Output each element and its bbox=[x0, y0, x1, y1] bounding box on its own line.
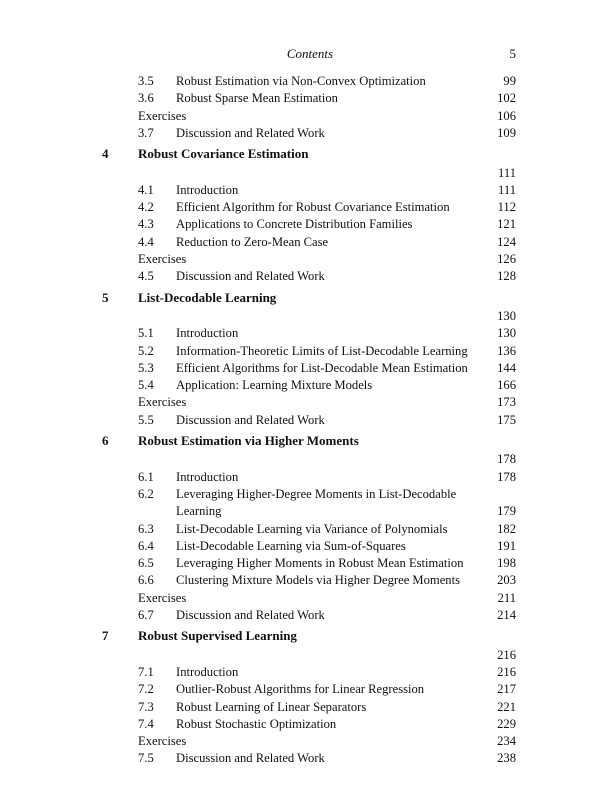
section-number: 4.4 bbox=[138, 234, 154, 249]
chapter-page-number: 178 bbox=[497, 452, 516, 467]
toc-section-row[interactable] bbox=[0, 90, 613, 107]
toc-chapter-row[interactable] bbox=[0, 145, 613, 162]
toc-section-row[interactable] bbox=[0, 268, 613, 285]
section-title: Discussion and Related Work bbox=[176, 751, 325, 766]
section-title: Outlier-Robust Algorithms for Linear Regression bbox=[176, 682, 425, 697]
toc-exercises-row[interactable] bbox=[0, 590, 613, 607]
section-title: Introduction bbox=[176, 326, 239, 341]
chapter-page-number: 130 bbox=[497, 308, 516, 323]
toc-section-row[interactable] bbox=[0, 234, 613, 251]
toc-chapter-page-row bbox=[0, 451, 613, 468]
section-number: 7.5 bbox=[138, 751, 154, 766]
section-title: Robust Learning of Linear Separators bbox=[176, 699, 367, 714]
section-page-number: 175 bbox=[497, 412, 516, 427]
toc-chapter-page-row bbox=[0, 308, 613, 325]
section-title: Discussion and Related Work bbox=[176, 608, 325, 622]
chapter-title: Robust Supervised Learning bbox=[138, 628, 297, 644]
section-page-number: 124 bbox=[497, 234, 516, 249]
section-page-number: 102 bbox=[497, 91, 516, 106]
section-number: 3.7 bbox=[138, 125, 154, 140]
section-number: 4.2 bbox=[138, 200, 154, 215]
chapter-number: 7 bbox=[102, 628, 109, 644]
section-number: 6.4 bbox=[138, 538, 154, 553]
chapter-number: 5 bbox=[102, 289, 109, 305]
chapter-title: Robust Covariance Estimation bbox=[138, 146, 309, 162]
toc-section-row[interactable] bbox=[0, 182, 613, 199]
section-title-continuation: Learning bbox=[176, 504, 222, 519]
toc-section-row[interactable] bbox=[0, 125, 613, 142]
section-title: List-Decodable Learning via Variance of Polynomials bbox=[176, 521, 448, 536]
toc-exercises-row[interactable] bbox=[0, 108, 613, 125]
section-number: 6.2 bbox=[138, 486, 154, 501]
toc-chapter-page-row bbox=[0, 647, 613, 664]
toc-chapter-row[interactable] bbox=[0, 289, 613, 306]
section-page-number: 238 bbox=[497, 751, 516, 766]
section-title: Discussion and Related Work bbox=[176, 269, 325, 284]
toc-section-row[interactable] bbox=[0, 377, 613, 394]
section-title: Introduction bbox=[176, 182, 239, 197]
exercises-title: Exercises bbox=[138, 108, 187, 123]
section-page-number: 109 bbox=[497, 125, 516, 140]
toc-section-row[interactable] bbox=[0, 325, 613, 342]
section-page-number: 112 bbox=[497, 200, 516, 215]
section-number: 5.5 bbox=[138, 412, 154, 427]
section-page-number: 182 bbox=[497, 521, 516, 536]
section-title: Robust Sparse Mean Estimation bbox=[176, 91, 338, 106]
section-title: Introduction bbox=[176, 469, 239, 484]
section-page-number: 229 bbox=[497, 716, 516, 731]
section-number: 6.3 bbox=[138, 521, 154, 536]
section-title: Leveraging Higher Moments in Robust Mean Estimation bbox=[176, 556, 464, 571]
header-title: Contents bbox=[286, 46, 334, 61]
section-title: Discussion and Related Work bbox=[176, 412, 325, 427]
section-title: Discussion and Related Work bbox=[176, 125, 325, 140]
chapter-title: List-Decodable Learning bbox=[138, 289, 277, 305]
exercises-title: Exercises bbox=[138, 734, 187, 749]
toc-section-row[interactable] bbox=[0, 572, 613, 589]
toc-section-row[interactable] bbox=[0, 486, 613, 503]
section-page-number: 130 bbox=[497, 326, 516, 341]
exercises-page-number: 173 bbox=[497, 395, 516, 410]
exercises-page-number: 211 bbox=[497, 590, 516, 605]
section-page-number: 217 bbox=[497, 682, 516, 697]
exercises-page-number: 126 bbox=[497, 252, 516, 266]
section-number: 4.1 bbox=[138, 182, 154, 197]
section-page-number: 111 bbox=[498, 182, 516, 197]
header-page-number: 5 bbox=[509, 46, 516, 61]
toc-chapter-row[interactable] bbox=[0, 432, 613, 449]
section-number: 5.3 bbox=[138, 360, 154, 375]
exercises-title: Exercises bbox=[138, 590, 187, 605]
section-title: Reduction to Zero-Mean Case bbox=[176, 234, 329, 249]
section-page-number: 136 bbox=[497, 343, 516, 358]
toc-chapter-page-row bbox=[0, 165, 613, 182]
exercises-page-number: 106 bbox=[497, 108, 516, 123]
section-page-number: 166 bbox=[497, 378, 516, 393]
toc-section-row[interactable] bbox=[0, 716, 613, 733]
toc-section-row[interactable] bbox=[0, 521, 613, 538]
chapter-number: 4 bbox=[102, 146, 109, 162]
toc-section-row[interactable] bbox=[0, 216, 613, 233]
section-number: 4.3 bbox=[138, 217, 154, 232]
section-number: 5.2 bbox=[138, 343, 154, 358]
section-title: List-Decodable Learning via Sum-of-Squares bbox=[176, 538, 406, 553]
section-page-number: 128 bbox=[497, 269, 516, 284]
section-number: 6.6 bbox=[138, 573, 154, 588]
section-number: 7.2 bbox=[138, 682, 154, 697]
section-number: 7.1 bbox=[138, 664, 154, 679]
toc-section-row[interactable] bbox=[0, 73, 613, 90]
chapter-title: Robust Estimation via Higher Moments bbox=[138, 433, 359, 448]
chapter-page-number: 111 bbox=[498, 165, 516, 180]
toc-section-row[interactable] bbox=[0, 469, 613, 486]
exercises-page-number: 234 bbox=[497, 734, 516, 749]
section-number: 6.7 bbox=[138, 608, 154, 622]
section-page-number: 121 bbox=[497, 217, 516, 232]
section-number: 3.5 bbox=[138, 74, 154, 88]
section-number: 5.1 bbox=[138, 326, 154, 341]
section-title: Leveraging Higher-Degree Moments in List-Decodable bbox=[176, 486, 457, 501]
section-number: 7.4 bbox=[138, 716, 154, 731]
section-number: 4.5 bbox=[138, 269, 154, 284]
toc-section-row[interactable] bbox=[0, 664, 613, 681]
chapter-page-number: 216 bbox=[497, 647, 516, 662]
exercises-title: Exercises bbox=[138, 395, 187, 410]
section-title: Robust Estimation via Non-Convex Optimization bbox=[176, 74, 426, 88]
section-title: Introduction bbox=[176, 664, 239, 679]
section-page-number: 221 bbox=[497, 699, 516, 714]
toc-section-row[interactable] bbox=[0, 607, 613, 624]
section-page-number: 203 bbox=[497, 573, 516, 588]
section-page-number: 216 bbox=[497, 664, 516, 679]
toc-section-row[interactable] bbox=[0, 538, 613, 555]
section-page-number: 198 bbox=[497, 556, 516, 571]
toc-section-row[interactable] bbox=[0, 199, 613, 216]
toc-exercises-row[interactable] bbox=[0, 251, 613, 268]
section-page-number: 144 bbox=[497, 360, 516, 375]
chapter-number: 6 bbox=[102, 433, 109, 448]
section-title: Clustering Mixture Models via Higher Degree Moments bbox=[176, 573, 461, 588]
section-title: Robust Stochastic Optimization bbox=[176, 716, 337, 731]
toc-section-row[interactable] bbox=[0, 360, 613, 377]
section-number: 3.6 bbox=[138, 91, 154, 106]
toc-section-row[interactable] bbox=[0, 343, 613, 360]
section-page-number: 191 bbox=[497, 538, 516, 553]
section-number: 7.3 bbox=[138, 699, 154, 714]
section-number: 6.1 bbox=[138, 469, 154, 484]
section-page-number: 178 bbox=[497, 469, 516, 484]
toc-section-row[interactable] bbox=[0, 681, 613, 698]
toc-chapter-row[interactable] bbox=[0, 627, 613, 644]
exercises-title: Exercises bbox=[138, 252, 187, 266]
toc-section-row[interactable] bbox=[0, 555, 613, 572]
section-page-number: 179 bbox=[497, 504, 516, 519]
toc-exercises-row[interactable] bbox=[0, 733, 613, 750]
section-number: 5.4 bbox=[138, 378, 154, 393]
section-title: Information-Theoretic Limits of List-Decodable Learning bbox=[176, 343, 468, 358]
toc-section-continuation-row bbox=[0, 503, 613, 520]
toc-exercises-row[interactable] bbox=[0, 394, 613, 411]
toc-section-row[interactable] bbox=[0, 699, 613, 716]
section-title: Application: Learning Mixture Models bbox=[176, 378, 373, 393]
section-title: Applications to Concrete Distribution Families bbox=[176, 217, 413, 232]
section-page-number: 99 bbox=[503, 74, 516, 88]
toc-section-row[interactable] bbox=[0, 412, 613, 429]
section-number: 6.5 bbox=[138, 556, 154, 571]
section-title: Efficient Algorithms for List-Decodable Mean Estimation bbox=[176, 360, 468, 375]
section-page-number: 214 bbox=[497, 608, 516, 622]
toc-section-row[interactable] bbox=[0, 750, 613, 767]
section-title: Efficient Algorithm for Robust Covariance Estimation bbox=[176, 200, 450, 215]
